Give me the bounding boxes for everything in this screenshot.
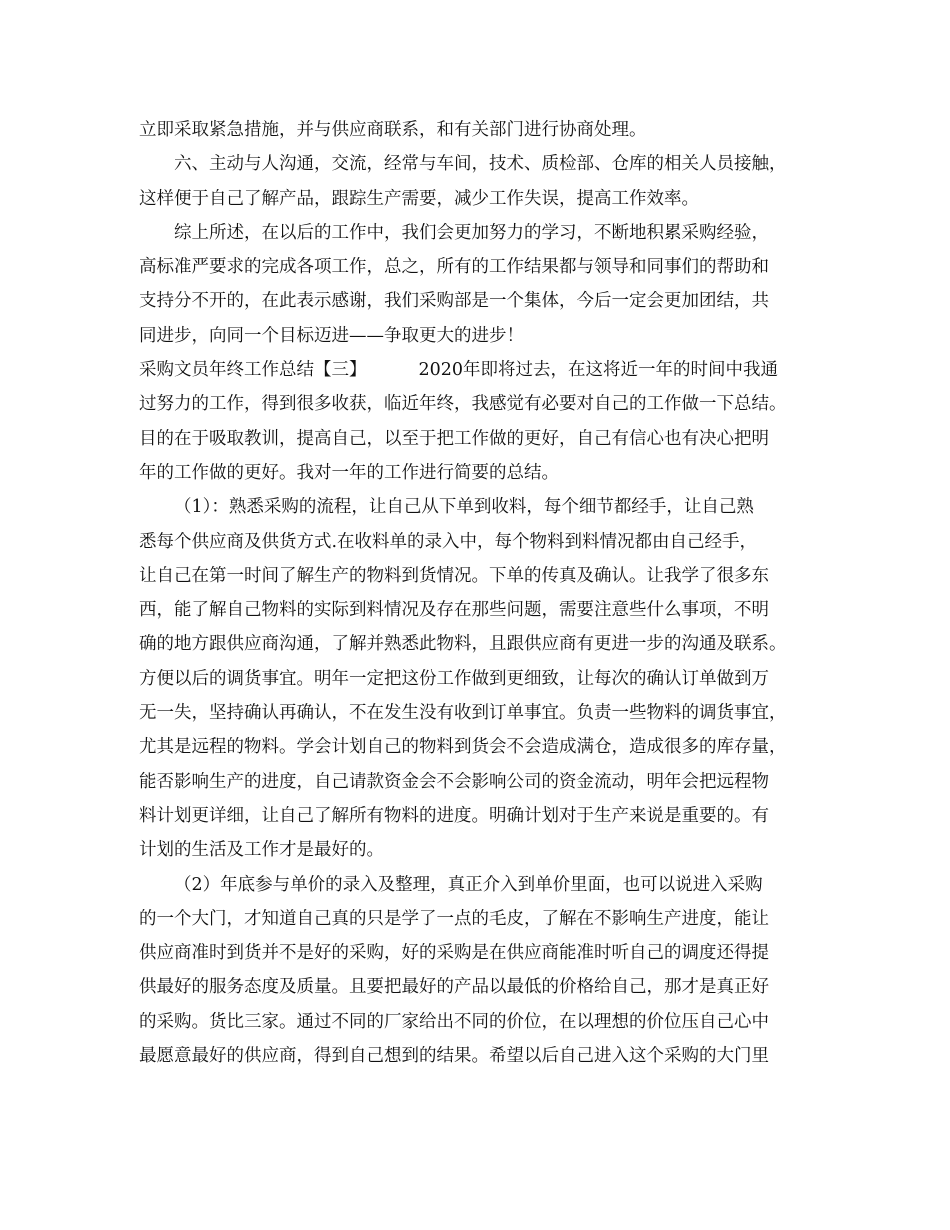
text-line-4: 综上所述，在以后的工作中，我们会更加努力的学习，不断地积累采购经验， [174,222,769,243]
text-line-5: 高标准严要求的完成各项工作，总之，所有的工作结果都与领导和同事们的帮助和 [139,257,769,278]
text-line-10: 目的在于吸取教训，提高自己，以至于把工作做的更好，自己有信心也有决心把明 [139,428,769,449]
text-line-23: （2）年底参与单价的录入及整理，真正介入到单价里面，也可以说进入采购 [174,874,763,895]
text-line-6: 支持分不开的，在此表示感谢，我们采购部是一个集体，今后一定会更加团结，共 [139,291,769,312]
text-line-1: 立即采取紧急措施，并与供应商联系，和有关部门进行协商处理。 [139,120,647,140]
section-intro: 2020年即将过去，在这将近一年的时间中我通 [418,360,779,381]
text-line-20: 能否影响生产的进度，自己请款资金会不会影响公司的资金流动，明年会把远程物 [139,771,769,792]
text-line-18: 无一失，坚持确认再确认，不在发生没有收到订单事宜。负责一些物料的调货事宜， [139,703,787,724]
text-line-27: 的采购。货比三家。通过不同的厂家给出不同的价位，在以理想的价位压自己心中 [139,1011,769,1032]
text-line-11: 年的工作做的更好。我对一年的工作进行简要的总结。 [139,462,559,483]
text-line-21: 料计划更详细，让自己了解所有物料的进度。明确计划对于生产来说是重要的。有 [139,805,769,826]
text-line-22: 计划的生活及工作才是最好的。 [139,840,384,861]
text-line-28: 最愿意最好的供应商，得到自己想到的结果。希望以后自己进入这个采购的大门里 [139,1046,769,1067]
section-heading: 采购文员年终工作总结【三】 [139,360,367,381]
section-heading-line [139,353,819,387]
text-line-9: 过努力的工作，得到很多收获，临近年终，我感觉有必要对自己的工作做一下总结。 [139,394,787,415]
text-line-26: 供最好的服务态度及质量。且要把最好的产品以最低的价格给自己，那才是真正好 [139,977,769,998]
text-line-17: 方便以后的调货事宜。明年一定把这份工作做到更细致，让每次的确认订单做到万 [139,668,769,689]
text-line-16: 确的地方跟供应商沟通，了解并熟悉此物料，且跟供应商有更进一步的沟通及联系。 [139,634,787,655]
text-line-7: 同进步，向同一个目标迈进——争取更大的进步！ [139,325,524,346]
text-line-3: 这样便于自己了解产品，跟踪生产需要，减少工作失误，提高工作效率。 [139,188,699,209]
text-line-25: 供应商准时到货并不是好的采购，好的采购是在供应商能准时听自己的调度还得提 [139,943,769,964]
text-line-13: 悉每个供应商及供货方式.在收料单的录入中，每个物料到料情况都由自己经手， [139,531,758,552]
text-line-24: 的一个大门，才知道自己真的只是学了一点的毛皮，了解在不影响生产进度，能让 [139,908,769,929]
text-line-19: 尤其是远程的物料。学会计划自己的物料到货会不会造成满仓，造成很多的库存量， [139,737,787,758]
text-line-2: 六、主动与人沟通，交流，经常与车间，技术、质检部、仓库的相关人员接触， [174,154,787,175]
text-line-14: 让自己在第一时间了解生产的物料到货情况。下单的传真及确认。让我学了很多东 [139,565,769,586]
text-line-15: 西，能了解自己物料的实际到料情况及存在那些问题，需要注意些什么事项，不明 [139,600,769,621]
text-line-12: （1）：熟悉采购的流程，让自己从下单到收料，每个细节都经手，让自己熟 [174,497,754,518]
document-body [139,113,819,1073]
